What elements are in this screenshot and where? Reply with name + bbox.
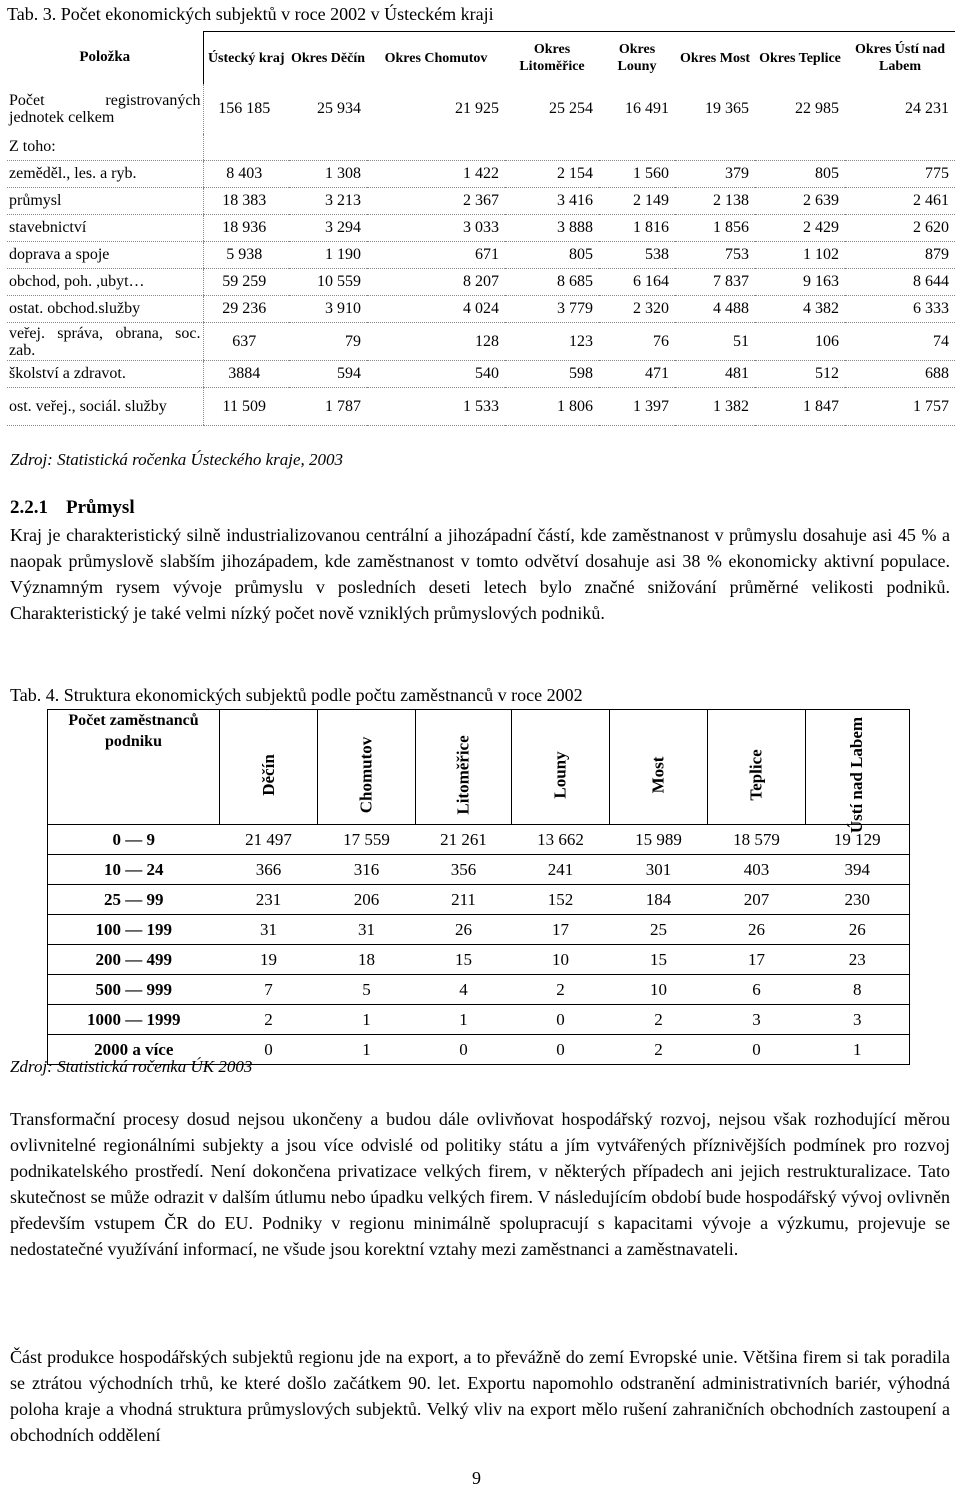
tab4-cell: 26	[708, 915, 806, 945]
tab3-cell: 2 149	[599, 188, 675, 215]
tab3-cell: 540	[367, 361, 505, 388]
tab3-cell	[755, 134, 845, 161]
page-number: 9	[472, 1468, 481, 1488]
tab3-cell: 2 639	[755, 188, 845, 215]
tab3-cell: 3 294	[289, 215, 367, 242]
tab3-header-col: Okres Louny	[599, 32, 675, 85]
tab4-col-label: Děčín	[258, 754, 278, 796]
tab3-header-col: Okres Teplice	[755, 32, 845, 85]
tab4-cell: 231	[220, 885, 318, 915]
tab3-cell: 24 231	[905, 100, 949, 117]
tab4-row-label: 500 — 999	[48, 975, 220, 1005]
tab4-cell: 152	[512, 885, 610, 915]
tab4-row-label: 100 — 199	[48, 915, 220, 945]
tab3-cell: 1 102	[755, 242, 845, 269]
tab3-row-label: ost. veřej., sociál. služby	[7, 388, 203, 426]
tab4-cell: 26	[806, 915, 910, 945]
tab4-header-col	[416, 710, 512, 825]
tab4-row-label: 10 — 24	[48, 855, 220, 885]
tab3-cell: 76	[599, 323, 675, 361]
tab3-cell: 1 397	[599, 388, 675, 426]
tab3-row-label: Z toho:	[7, 134, 203, 161]
tab4-caption: Tab. 4. Struktura ekonomických subjektů podle počtu zaměstnanců v roce 2002	[10, 685, 583, 705]
tab4-cell: 1	[318, 1005, 416, 1035]
tab3-cell: 671	[367, 242, 505, 269]
tab4-cell: 15	[610, 945, 708, 975]
tab4-cell: 207	[708, 885, 806, 915]
tab3-cell: 11 509	[203, 388, 289, 426]
tab3-cell	[845, 134, 955, 161]
tab3-cell: 598	[505, 361, 599, 388]
tab3-cell: 1 787	[289, 388, 367, 426]
tab4-table	[47, 709, 910, 1065]
tab3-cell: 805	[505, 242, 599, 269]
tab4-cell: 6	[708, 975, 806, 1005]
tab3-row	[7, 323, 955, 361]
tab3-cell	[505, 134, 599, 161]
tab4-col-label: Litoměřice	[453, 735, 473, 815]
tab3-cell: 1 806	[505, 388, 599, 426]
tab4-cell: 316	[318, 855, 416, 885]
tab4-cell: 184	[610, 885, 708, 915]
tab3-cell: 1 533	[367, 388, 505, 426]
tab3-header-col: Okres Děčín	[289, 32, 367, 85]
tab3-cell: 16 491	[625, 100, 669, 117]
tab4-cell: 2	[220, 1005, 318, 1035]
tab3-header-item: Položka	[79, 49, 131, 66]
tab3-cell: 8 207	[367, 269, 505, 296]
tab3-cell: 18 936	[203, 215, 289, 242]
tab4-cell: 31	[220, 915, 318, 945]
tab3-caption: Tab. 3. Počet ekonomických subjektů v roce 2002 v Ústeckém kraji	[7, 4, 494, 24]
tab3-cell	[675, 134, 755, 161]
tab3-cell: 51	[675, 323, 755, 361]
tab4-cell: 0	[416, 1035, 512, 1065]
tab3-cell: 25 934	[317, 100, 361, 117]
tab3-cell: 2 320	[599, 296, 675, 323]
tab3-cell: 8 403	[203, 161, 289, 188]
tab3-cell: 2 461	[845, 188, 955, 215]
tab4-cell: 2	[512, 975, 610, 1005]
tab3-cell: 3 779	[505, 296, 599, 323]
tab3-cell: 1 816	[599, 215, 675, 242]
tab4-cell: 0	[220, 1035, 318, 1065]
tab4-cell: 1	[318, 1035, 416, 1065]
tab3-cell: 2 154	[505, 161, 599, 188]
tab4-header-col	[610, 710, 708, 825]
tab4-cell: 1	[416, 1005, 512, 1035]
tab4-cell: 4	[416, 975, 512, 1005]
tab3-row	[7, 242, 955, 269]
tab3-cell: 1 757	[845, 388, 955, 426]
tab3-row	[7, 84, 955, 134]
tab4-cell: 26	[416, 915, 512, 945]
tab3-cell: 688	[845, 361, 955, 388]
tab4-col-label: Ústí nad Labem	[847, 716, 867, 834]
tab3-header-col: Okres Ústí nad Labem	[845, 32, 955, 85]
tab4-row	[48, 915, 910, 945]
tab3-cell: 481	[675, 361, 755, 388]
tab3-cell: 2 620	[845, 215, 955, 242]
tab3-cell: 21 925	[455, 100, 499, 117]
tab4-row	[48, 885, 910, 915]
tab3-cell: 19 365	[705, 100, 749, 117]
tab3-table	[7, 31, 955, 426]
tab3-row	[7, 269, 955, 296]
tab4-row	[48, 825, 910, 855]
tab3-row	[7, 161, 955, 188]
tab3-cell: 7 837	[675, 269, 755, 296]
tab3-cell: 379	[675, 161, 755, 188]
tab4-header-row	[48, 710, 910, 825]
tab4-cell: 18 579	[708, 825, 806, 855]
tab4-row-label: 1000 — 1999	[48, 1005, 220, 1035]
tab3-cell: 5 938	[203, 242, 289, 269]
tab3-cell: 106	[755, 323, 845, 361]
tab4-row	[48, 945, 910, 975]
tab4-cell: 10	[610, 975, 708, 1005]
tab3-header-col: Okres Litoměřice	[505, 32, 599, 85]
tab3-row	[7, 134, 955, 161]
tab4-row-label: 0 — 9	[48, 825, 220, 855]
tab4-row	[48, 1005, 910, 1035]
tab3-cell: 594	[289, 361, 367, 388]
tab3-cell: 3 213	[289, 188, 367, 215]
tab4-cell: 0	[512, 1035, 610, 1065]
tab4-cell: 17	[512, 915, 610, 945]
tab3-cell: 1 190	[289, 242, 367, 269]
paragraph-transformation: Transformační procesy dosud nejsou ukončeny a budou dále ovlivňovat hospodářský rozvoj, nejsou však rozhodující měrou ovlivnitelné regionálními subjekty a jsou více odvislé od politiky státu a jím vytvářených příznivějších podmínek pro rozvoj podnikatelského prostředí. Není dokončena privatizace velkých firem, v některých případech ani jejich restrukturalizace. Tato skutečnost se může odrazit v dalším útlumu nebo úpadku velkých firem. V následujícím období bude hospodářský vývoj ovlivněn především vstupem ČR do EU. Podniky v regionu minimálně spolupracují s kapacitami vývoje a výzkumu, projevuje se nedostatečné využívání informací, ne všude jsou korektní vztahy mezi zaměstnanci a zaměstnavateli.	[10, 1109, 950, 1259]
tab3-cell: 8 685	[505, 269, 599, 296]
tab4-header-col	[708, 710, 806, 825]
tab4-cell: 21 497	[220, 825, 318, 855]
tab4-cell: 1	[806, 1035, 910, 1065]
section-paragraph: Kraj je charakteristický silně industrializovanou centrální a jihozápadní částí, kde zaměstnanost v průmyslu dosahuje asi 45 % a naopak průmyslově slabším jihozápadem, kde zaměstnanost v tomto odvětví dosahuje asi 38 % ekonomicky aktivní populace. Významným rysem vývoje průmyslu v posledních deseti letech bylo značné snižování průměrné velikosti podniků. Charakteristický je také velmi nízký počet nově vzniklých průmyslových podniků.	[10, 525, 950, 623]
tab4-header-col	[220, 710, 318, 825]
tab4-cell: 366	[220, 855, 318, 885]
tab4-header-col	[806, 710, 910, 834]
tab3-cell: 3 888	[505, 215, 599, 242]
tab3-source: Zdroj: Statistická ročenka Ústeckého kraje, 2003	[10, 450, 343, 469]
tab3-cell: 123	[505, 323, 599, 361]
tab3-cell: 29 236	[203, 296, 289, 323]
tab4-cell: 301	[610, 855, 708, 885]
tab3-cell: 4 024	[367, 296, 505, 323]
tab3-cell: 1 422	[367, 161, 505, 188]
tab3-cell: 1 382	[675, 388, 755, 426]
tab4-cell: 31	[318, 915, 416, 945]
tab4-row-label: 200 — 499	[48, 945, 220, 975]
tab3-cell: 18 383	[203, 188, 289, 215]
tab4-row	[48, 975, 910, 1005]
tab4-header-col	[512, 710, 610, 825]
tab3-cell: 128	[367, 323, 505, 361]
tab3-row-label: průmysl	[7, 188, 203, 215]
tab3-row-label: Počet registrovaných jednotek celkem	[9, 92, 201, 126]
tab4-source: Zdroj: Statistická ročenka ÚK 2003	[10, 1057, 253, 1076]
tab3-cell: 1 560	[599, 161, 675, 188]
tab4-cell: 13 662	[512, 825, 610, 855]
tab3-row-label: zeměděl., les. a ryb.	[7, 161, 203, 188]
tab3-cell: 74	[845, 323, 955, 361]
tab3-cell: 1 847	[755, 388, 845, 426]
tab3-cell	[599, 134, 675, 161]
tab4-col-label: Louny	[550, 751, 570, 799]
tab3-cell: 3 416	[505, 188, 599, 215]
tab4-cell: 3	[708, 1005, 806, 1035]
tab3-header-col: Ústecký kraj	[203, 32, 289, 85]
tab4-cell: 206	[318, 885, 416, 915]
tab4-cell: 2	[610, 1005, 708, 1035]
tab4-cell: 17	[708, 945, 806, 975]
tab4-cell: 15 989	[610, 825, 708, 855]
tab3-row-label: stavebnictví	[7, 215, 203, 242]
tab3-row	[7, 388, 955, 426]
tab4-header-col	[318, 710, 416, 825]
tab4-cell: 3	[806, 1005, 910, 1035]
tab3-cell: 3 033	[367, 215, 505, 242]
tab3-cell: 1 856	[675, 215, 755, 242]
tab3-cell: 156 185	[203, 84, 289, 134]
tab3-cell: 9 163	[755, 269, 845, 296]
tab3-header-col: Okres Most	[675, 32, 755, 85]
tab4-cell: 18	[318, 945, 416, 975]
tab3-row	[7, 215, 955, 242]
tab3-cell: 2 138	[675, 188, 755, 215]
tab4-row-label: 25 — 99	[48, 885, 220, 915]
tab3-cell: 2 429	[755, 215, 845, 242]
tab3-row	[7, 296, 955, 323]
tab4-cell: 356	[416, 855, 512, 885]
tab3-cell: 805	[755, 161, 845, 188]
tab3-cell: 6 333	[845, 296, 955, 323]
tab3-cell: 4 488	[675, 296, 755, 323]
tab3-cell	[203, 134, 289, 161]
tab3-row-label: doprava a spoje	[7, 242, 203, 269]
section-number: 2.2.1	[10, 497, 48, 518]
section-heading	[10, 497, 135, 519]
tab3-cell: 637	[203, 323, 289, 361]
tab4-cell: 230	[806, 885, 910, 915]
tab3-cell: 471	[599, 361, 675, 388]
tab3-header-col: Okres Chomutov	[367, 32, 505, 85]
tab4-row	[48, 855, 910, 885]
tab3-cell: 10 559	[289, 269, 367, 296]
tab3-cell: 2 367	[367, 188, 505, 215]
tab3-row-label: školství a zdravot.	[7, 361, 203, 388]
tab4-cell: 19 129	[806, 825, 910, 855]
tab4-cell: 15	[416, 945, 512, 975]
tab3-cell: 22 985	[795, 100, 839, 117]
tab4-cell: 5	[318, 975, 416, 1005]
tab3-cell: 3884	[203, 361, 289, 388]
tab3-cell: 79	[289, 323, 367, 361]
tab3-header-row	[7, 32, 955, 85]
section-title: Průmysl	[66, 497, 135, 518]
tab3-row	[7, 188, 955, 215]
tab3-cell: 3 910	[289, 296, 367, 323]
tab3-cell: 25 254	[549, 100, 593, 117]
tab4-cell: 394	[806, 855, 910, 885]
tab4-cell: 211	[416, 885, 512, 915]
tab3-cell: 753	[675, 242, 755, 269]
tab4-header-corner: Počet zaměstnanců podniku	[48, 710, 220, 825]
tab3-cell: 4 382	[755, 296, 845, 323]
tab3-cell: 512	[755, 361, 845, 388]
tab4-cell: 23	[806, 945, 910, 975]
tab4-cell: 10	[512, 945, 610, 975]
tab4-cell: 403	[708, 855, 806, 885]
paragraph-export: Část produkce hospodářských subjektů regionu jde na export, a to převážně do zemí Evropské unie. Většina firem si tak poradila se ztrátou východních trhů, ke které došlo začátkem 90. let. Exportu napomohlo odstranění administrativních bariér, výhodná poloha kraje a vhodná struktura průmyslových subjektů. Velký vliv na export mělo rušení zahraničních obchodních zastoupení a obchodních oddělení	[10, 1347, 950, 1445]
tab4-col-label: Teplice	[746, 749, 766, 801]
tab4-cell: 2	[610, 1035, 708, 1065]
tab4-cell: 241	[512, 855, 610, 885]
tab3-cell: 59 259	[203, 269, 289, 296]
tab3-cell	[367, 134, 505, 161]
tab3-cell: 1 308	[289, 161, 367, 188]
tab4-cell: 0	[512, 1005, 610, 1035]
tab4-col-label: Chomutov	[356, 736, 376, 814]
tab3-cell: 8 644	[845, 269, 955, 296]
tab3-row-label: veřej. správa, obrana, soc. zab.	[7, 323, 203, 361]
tab3-cell: 879	[845, 242, 955, 269]
tab4-cell: 0	[708, 1035, 806, 1065]
tab3-cell: 538	[599, 242, 675, 269]
tab4-col-label: Most	[648, 756, 668, 794]
tab3-row-label: ostat. obchod.služby	[7, 296, 203, 323]
tab3-cell: 6 164	[599, 269, 675, 296]
tab3-row-label: obchod, poh. ,ubyt…	[7, 269, 203, 296]
tab4-row-label: 2000 a více	[48, 1035, 220, 1065]
tab4-cell: 21 261	[416, 825, 512, 855]
tab4-cell: 19	[220, 945, 318, 975]
tab4-cell: 8	[806, 975, 910, 1005]
tab4-cell: 17 559	[318, 825, 416, 855]
tab3-cell: 775	[845, 161, 955, 188]
tab4-cell: 7	[220, 975, 318, 1005]
tab4-cell: 25	[610, 915, 708, 945]
tab3-row	[7, 361, 955, 388]
tab3-cell	[289, 134, 367, 161]
